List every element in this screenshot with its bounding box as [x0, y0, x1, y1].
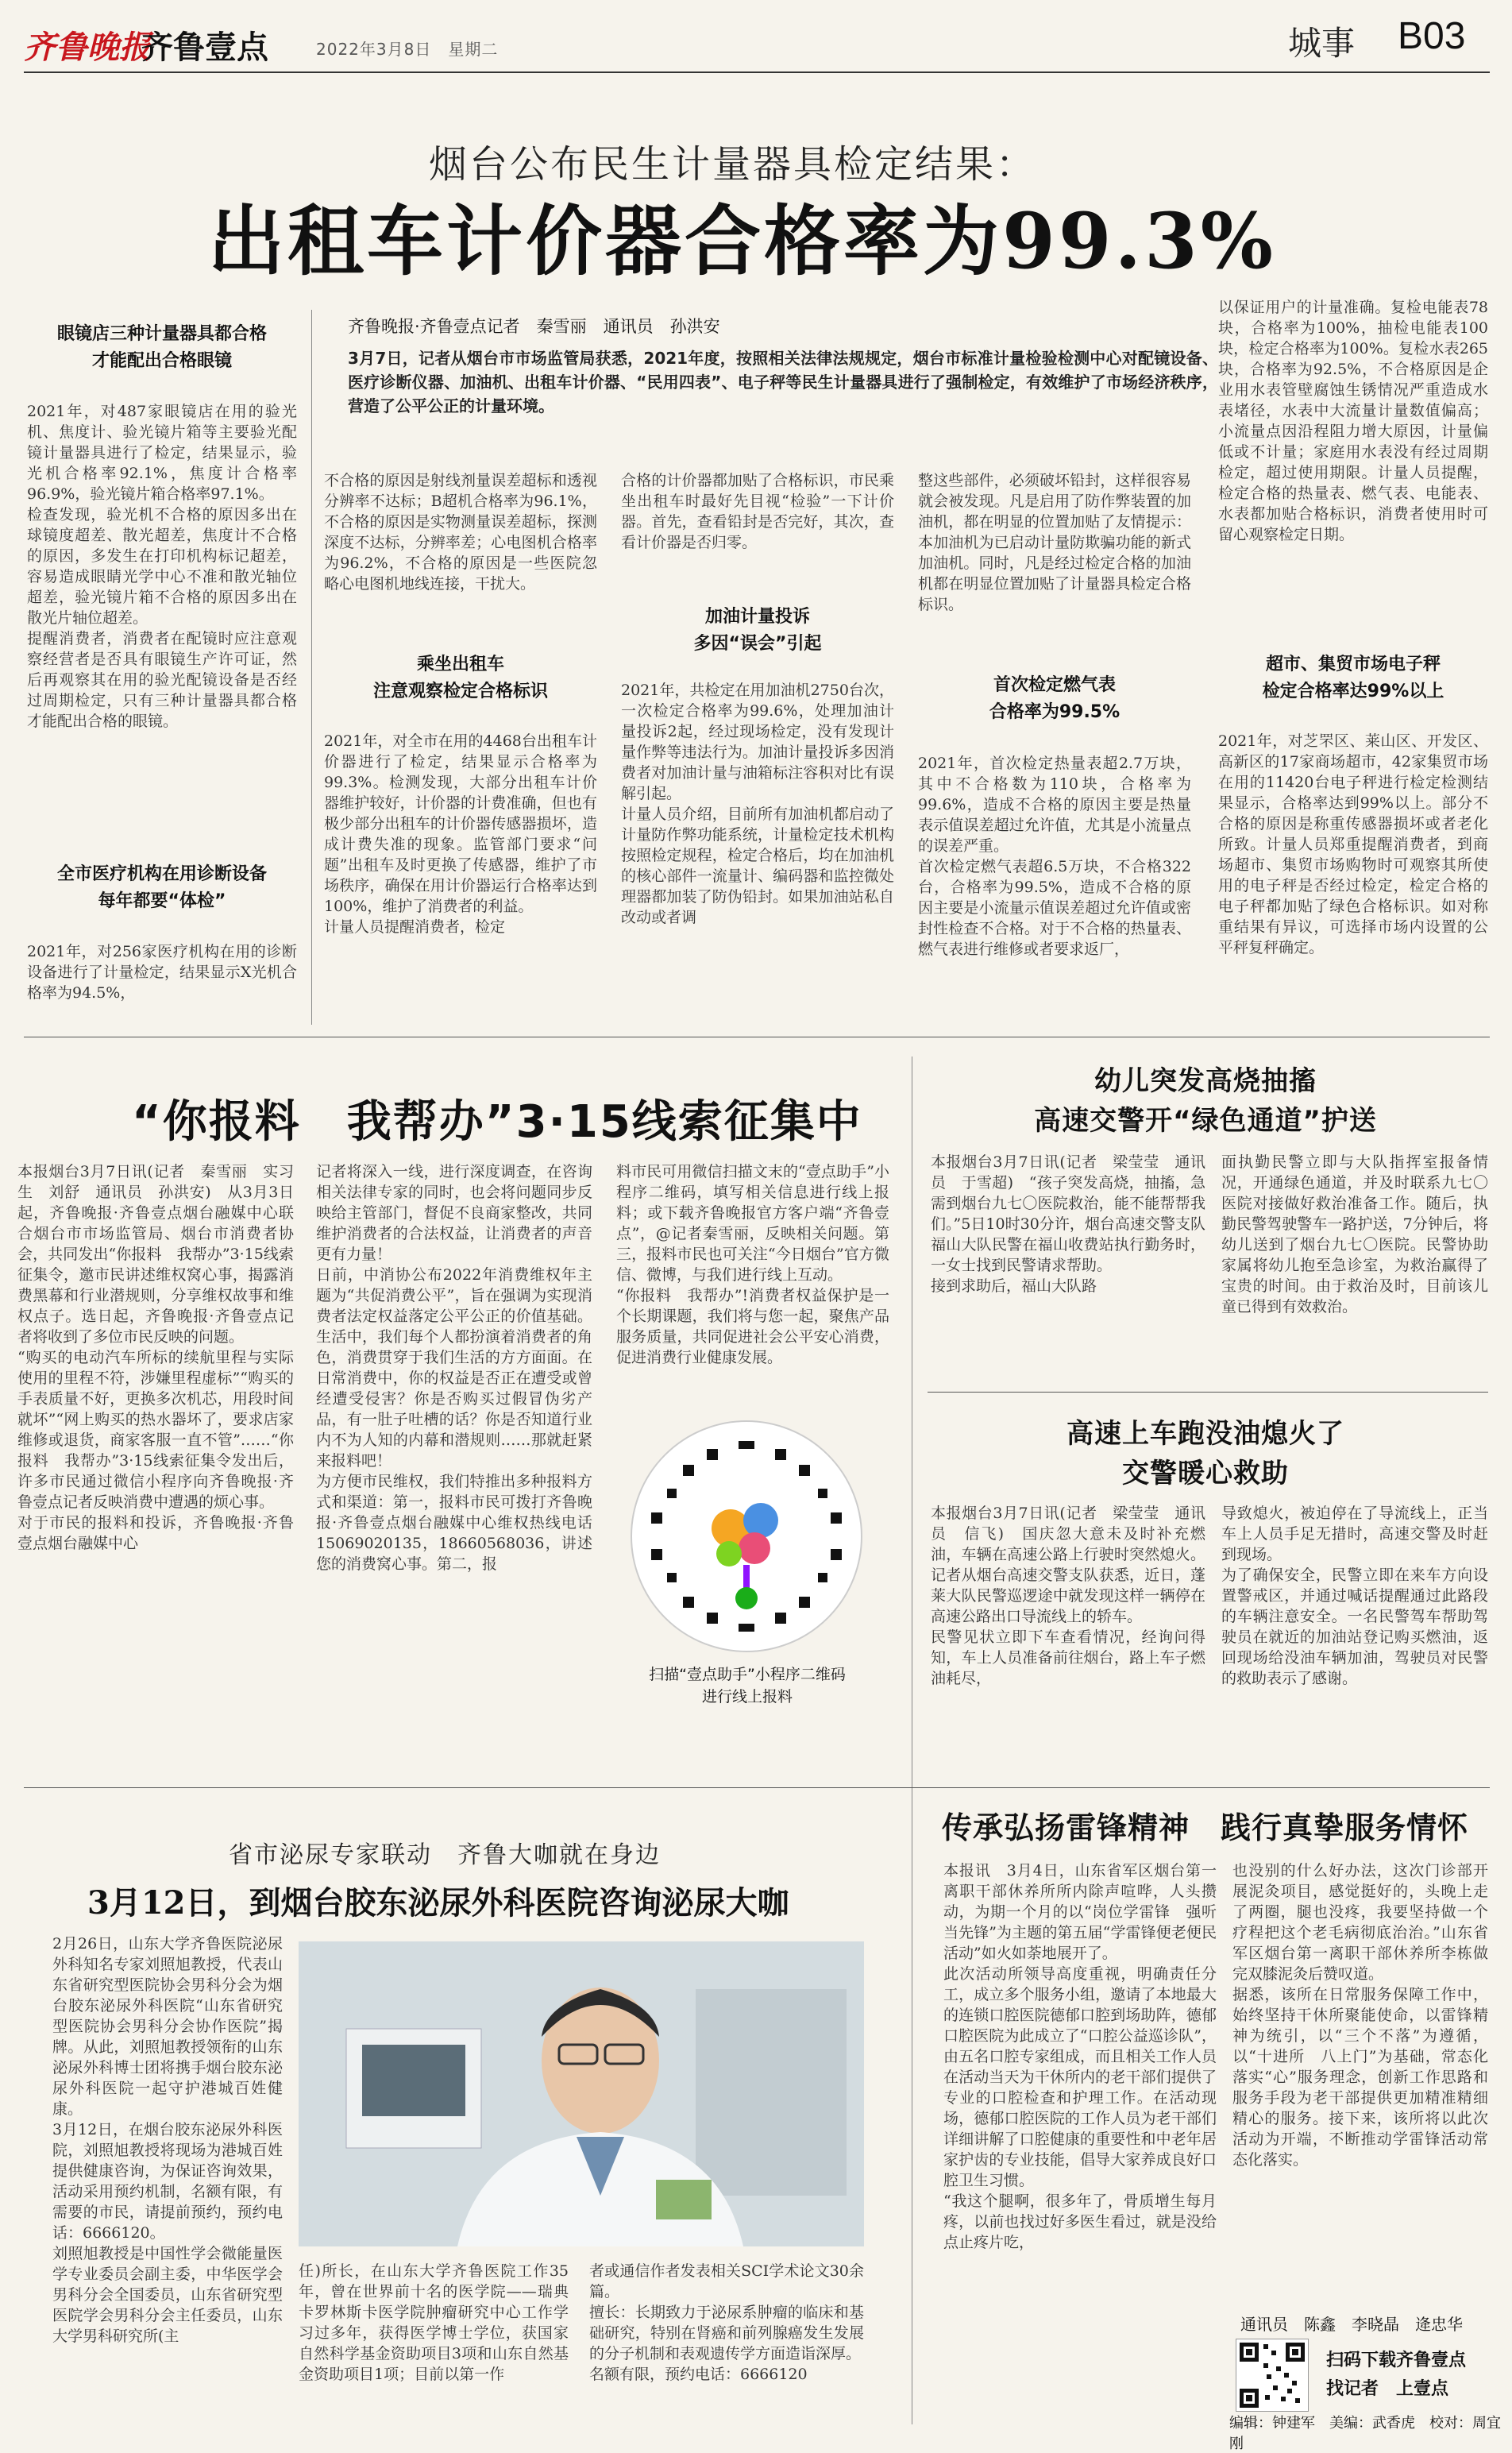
fuel-col2: 导致熄火，被迫停在了导流线上，正当车上人员手足无措时，高速交警及时赶到现场。 为了确保安全，民警立即在来车方向设置警戒区，并通过喊话提醒通过此路段的车辆注意安全。一名民警驾车帮助驾驶员在就近的加油站登记购买燃油，返回现场给没油车辆加油，驾驶员对民警的救助表示了感谢。 — [1221, 1505, 1488, 1687]
subhead-scales: 超市、集贸市场电子秤 检定合格率达99%以上 — [1262, 655, 1444, 701]
issue-date: 2022年3月8日 星期二 — [316, 40, 499, 59]
lead-col1a: 2021年，对487家眼镜店在用的验光机、焦度计、验光镜片箱等主要验光配镜计量器具进行了检定，结果显示，验光机合格率92.1%，焦度计合格率96.9%，验光镜片箱合格率97.1%。 检查发现，验光机不合格的原因多出在球镜度超差、散光超差，焦度计不合格的原因，多发生在打印机构标记超差，容易造成眼睛光学中心不准和散光轴位超差，验光镜片箱不合格的原因多出在散光片轴位超差。 提醒消费者，消费者在配镜时应注意观察经营者是否具有眼镜生产许可证，然后再观察其在用的验光配镜设备是否经过周期检定，只有三种计量器具都合格才能配出合格的眼镜。 — [27, 403, 297, 730]
app-download-qrcode[interactable] — [1236, 2339, 1309, 2412]
mini-program-qrcode[interactable] — [627, 1417, 866, 1655]
qr-download-text: 扫码下载齐鲁壹点 — [1326, 2351, 1467, 2370]
fever-headline: 幼儿突发高烧抽搐 高速交警开“绿色通道”护送 — [1034, 1065, 1377, 1137]
report-headline: “你报料 我帮办”3·15线索征集中 — [132, 1096, 862, 1148]
lead-col5b: 2021年，对芝罘区、莱山区、开发区、高新区的17家商场超市，42家集贸市场在用的11420台电子秤进行检定检测结果显示，合格率达到99%以上。部分不合格的原因是称重传感器损坏或者老化所致。计量人员郑重提醒消费者，到商场超市、集贸市场购物时可观察其所使用的电子秤是否经过检定，检定合格的电子秤都加贴了绿色合格标识。如对称重结果有异议，可选择市场内设置的公平秤复秤确定。 — [1218, 732, 1488, 956]
lead-headline: 出租车计价器合格率为99.3% — [208, 196, 1277, 286]
subhead-taxi: 乘坐出租车 注意观察检定合格标识 — [372, 655, 548, 701]
lead-col5a: 以保证用户的计量准确。复检电能表78块，合格率为100%，抽检电能表100块，检定合格率为100%。复检水表265块，合格率为92.5%，不合格原因是企业用水表管壁腐蚀生锈情况严重造成水表堵径，水表中大流量计量数值偏高；小流量点因沿程阻力增大原因，计量偏低或不计量；家庭用水表没有经过周期检定，超过使用期限。计量人员提醒，检定合格的热量表、燃气表、电能表、水表都加贴合格标识，消费者使用时可留心观察检定日期。 — [1218, 299, 1488, 543]
section-divider — [24, 1787, 1490, 1788]
subhead-fuel: 加油计量投诉 多因“误会”引起 — [693, 607, 822, 654]
urology-col1: 2月26日，山东大学齐鲁医院泌尿外科知名专家刘照旭教授，代表山东省研究型医院协会男科分会为烟台胶东泌尿外科医院“山东省研究型医院协会男科分会协作医院”揭牌。从此，刘照旭教授领衔的山东泌尿外科博士团将携手烟台胶东泌尿外科医院一起守护港城百姓健康。 3月12日，在烟台胶东泌尿外科医院，刘照旭教授将现场为港城百姓提供健康咨询，为保证咨询效果，活动采用预约机制，名额有限，有需要的市民，请提前预约，预约电话：6666120。 刘照旭教授是中国性学会微能量医学专业委员会副主委，中华医学会男科分会全国委员，山东省研究型医院学会男科分会主任委员，山东大学男科研究所(主 — [52, 1935, 283, 2345]
urology-kicker: 省市泌尿专家联动 齐鲁大咖就在身边 — [229, 1841, 661, 1869]
lead-byline: 齐鲁晚报·齐鲁壹点记者 秦雪丽 通讯员 孙洪安 — [348, 317, 720, 336]
urology-headline: 3月12日，到烟台胶东泌尿外科医院咨询泌尿大咖 — [87, 1884, 789, 1922]
urology-col3: 者或通信作者发表相关SCI学术论文30余篇。 擅长：长期致力于泌尿系肿瘤的临床和基础研究，特别在肾癌和前列腺癌发生发展的分子机制和表观遗传学方面造诣深厚。 名额有限，预约电话：6666120 — [589, 2262, 864, 2383]
logo-qilu-evening-news: 齐鲁晚报 — [24, 29, 151, 66]
lead-intro: 3月7日，记者从烟台市市场监管局获悉，2021年度，按照相关法律法规规定，烟台市标准计量检验检测中心对配镜设备、医疗诊断仪器、加油机、出租车计价器、“民用四表”、电子秤等民生计量器具进行了强制检定，有效维护了市场经济秩序，营造了公平公正的计量环境。 — [348, 349, 1218, 415]
subhead-medical: 全市医疗机构在用诊断设备 每年都要“体检” — [56, 864, 267, 911]
column-rule — [311, 310, 312, 1025]
masthead-rule — [24, 71, 1490, 73]
leifeng-col1: 本报讯 3月4日，山东省军区烟台第一离职干部休养所所内除声喧哗，人头攒动，为期一个月的以“岗位学雷锋 强听当先锋”为主题的第五届“学雷锋便老便民活动”如火如荼地展开了。 此次活动所领导高度重视，明确责任分工，成立多个服务小组，邀请了本地最大的连锁口腔医院德郁口腔到场助阵，德郁口腔医院为此成立了“口腔公益巡诊队”，由五名口腔专家组成，而且相关工作人员在活动当天为干休所内的老干部们提供了专业的口腔检查和护理工作。在活动现场，德郁口腔医院的工作人员为老干部们详细讲解了口腔健康的重要性和中老年居家护齿的专业技能，倡导大家养成良好口腔卫生习惯。 “我这个腿啊，很多年了，骨质增生每月疼，以前也找过好多医生看过，就是没给点止疼片吃， — [943, 1862, 1217, 2251]
lead-col2b: 2021年，对全市在用的4468台出租车计价器进行了检定，结果显示合格率为99.3%。检测发现，大部分出租车计价器维护较好，计价器的计费准确，但也有极少部分出租车的计价器传感器损坏，造成计费失准的现象。监管部门要求“问题”出租车及时更换了传感器，维护了市场秩序，确保在用计价器运行合格率达到100%，维护了消费者的利益。 计量人员提醒消费者，检定 — [324, 732, 597, 936]
qr-reporter-text: 找记者 上壹点 — [1326, 2379, 1449, 2399]
leifeng-reporters: 通讯员 陈鑫 李晓晶 逄忠华 — [1240, 2315, 1463, 2334]
report-col1: 本报烟台3月7日讯(记者 秦雪丽 实习生 刘舒 通讯员 孙洪安) 从3月3日起，齐鲁晚报·齐鲁壹点烟台融媒中心联合烟台市市场监管局、烟台市消费者协会，共同发出“你报料 我帮办”3·15线索征集令，邀市民讲述维权窝心事，揭露消费黑幕和行业潜规则，分享维权故事和维权点子。选日起，齐鲁晚报·齐鲁壹点记者将收到了多位市民反映的问题。 “购买的电动汽车所标的续航里程与实际使用的里程不符，涉嫌里程虚标”“购买的手表质量不好，更换多次机芯，用段时间就坏”“网上购买的热水器坏了，要求店家维修或退货，商家客服一直不管”……“你报料 我帮办”3·15线索征集令发出后，许多市民通过微信小程序向齐鲁晚报·齐鲁壹点记者反映消费中遭遇的烦心事。 对于市民的报料和投诉，齐鲁晚报·齐鲁壹点烟台融媒中心 — [17, 1163, 294, 1552]
lead-col1b: 2021年，对256家医疗机构在用的诊断设备进行了计量检定，结果显示X光机合格率为94.5%， — [27, 943, 297, 1002]
lead-kicker: 烟台公布民生计量器具检定结果： — [429, 142, 1037, 187]
report-col3: 料市民可用微信扫描文末的“壹点助手”小程序二维码，填写相关信息进行线上报料；或下载齐鲁晚报官方客户端“齐鲁壹点”，@记者秦雪丽，反映相关问题。第三，报料市民也可关注“今日烟台”官方微信、微博，与我们进行线上互动。 “你报料 我帮办”!消费者权益保护是一个长期课题，我们将与您一起，聚焦产品服务质量，共同促进社会公平安心消费，促进消费行业健康发展。 — [616, 1163, 889, 1366]
page-number: B03 — [1398, 15, 1466, 57]
lead-col4a: 整这些部件，必须破坏铅封，这样很容易就会被发现。凡是启用了防作弊装置的加油机，都在明显的位置加贴了友情提示：本加油机为已启动计量防欺骗功能的新式加油机。同时，凡是经过检定合格的加油机都在明显位置加贴了计量器具检定合格标识。 — [918, 472, 1191, 613]
doctor-photo — [299, 1941, 864, 2246]
logo-qilu-yidian: 齐鲁壹点 — [141, 29, 268, 66]
story-divider — [928, 1392, 1488, 1393]
lead-col4b: 2021年，首次检定热量表超2.7万块，其中不合格数为110块，合格率为99.6%，造成不合格的原因主要是热量表示值误差超过允许值，尤其是小流量点的误差严重。 首次检定燃气表超6.5万块，不合格322台，合格率为99.5%，造成不合格的原因主要是小流量示值误差超过允许值或密封性检查不合格。对于不合格的热量表、燃气表进行维修或者要求返厂， — [918, 755, 1191, 958]
fuel-headline: 高速上车跑没油熄火了 交警暖心救助 — [1066, 1418, 1344, 1489]
lead-col3a: 合格的计价器都加贴了合格标识，市民乘坐出租车时最好先目视“检验”一下计价器。首先，查看铅封是否完好，其次，查看计价器是否归零。 — [621, 472, 894, 551]
lead-col2a: 不合格的原因是射线剂量误差超标和透视分辨率不达标；B超机合格率为96.1%，不合格的原因是实物测量误差超标，探测深度不达标，分辨率差；心电图机合格率为96.2%，不合格的原因是一些医院忽略心电图机地线连接，干扰大。 — [324, 472, 597, 593]
report-col2: 记者将深入一线，进行深度调查，在咨询相关法律专家的同时，也会将问题同步反映给主管部门，督促不良商家整改，共同维护消费者的合法权益，让消费者的声音更有力量！ 日前，中消协公布2022年消费维权年主题为“共促消费公平”，旨在强调为实现消费者法定权益落定公平公正的价值基础。生活中，我们每个人都扮演着消费者的角色，消费贯穿于我们生活的方方面面。在日常消费中，你的权益是否正在遭受或曾经遭受侵害？你是否购买过假冒伪劣产品，有一肚子吐槽的话？你是否知道行业内不为人知的内幕和潜规则……那就赶紧来报料吧！ 为方便市民维权，我们特推出多种报料方式和渠道：第一，报料市民可拨打齐鲁晚报·齐鲁壹点烟台融媒中心维权热线电话15069020135，18660568036，讲述您的消费窝心事。第二，报 — [316, 1163, 592, 1573]
subhead-gas-meter: 首次检定燃气表 合格率为99.5% — [989, 675, 1120, 722]
fever-col2: 面执勤民警立即与大队指挥室报备情况，开通绿色通道，并及时联系九七〇医院对接做好救治准备工作。随后，执勤民警驾驶警车一路护送，7分钟后，将幼儿送到了烟台九七〇医院。民警协助家属将幼儿抱至急诊室，为救治赢得了宝贵的时间。由于救治及时，目前该儿童已得到有效救治。 — [1221, 1153, 1488, 1315]
lead-col3b: 2021年，共检定在用加油机2750台次，一次检定合格率为99.6%，处理加油计量投诉2起，经过现场检定，没有发现计量作弊等违法行为。加油计量投诉多因消费者对加油计量与油箱标注容积对比有误解引起。 计量人员介绍，目前所有加油机都启动了计量防作弊功能系统，计量检定技术机构按照检定规程，检定合格后，均在加油机的核心部件一流量计、编码器和监控微处理器都加装了防伪铅封。如果加油站私自改动或者调 — [621, 682, 894, 926]
fuel-col1: 本报烟台3月7日讯(记者 梁莹莹 通讯员 信飞) 国庆忽大意未及时补充燃油，车辆在高速公路上行驶时突然熄火。记者从烟台高速交警支队获悉，近日，蓬莱大队民警巡逻途中就发现这样一辆停在高速公路出口导流线上的轿车。 民警见状立即下车查看情况，经询问得知，车上人员准备前往烟台，路上车子燃油耗尽， — [931, 1505, 1205, 1687]
section-name: 城事 — [1288, 24, 1356, 63]
subhead-glasses: 眼镜店三种计量器具都合格 才能配出合格眼镜 — [56, 324, 267, 371]
leifeng-headline: 传承弘扬雷锋精神 践行真挚服务情怀 — [942, 1810, 1469, 1845]
editor-credits: 编辑：钟建军 美编：武香虎 校对：周宜刚 — [1229, 2415, 1501, 2452]
leifeng-col2: 也没别的什么好办法，这次门诊部开展泥灸项目，感觉挺好的，头晚上走了两圈，腿也没疼，我要坚持做一个疗程把这个老毛病彻底治治。”山东省军区烟台第一离职干部休养所李栋做完双膝泥灸后赞叹道。 据悉，该所在日常服务保障工作中，始终坚持干休所聚能使命，以雷锋精神为统引，以“三个不落”为遵循，以“十进所 八上门”为基础，常态化落实“心”服务理念，创新工作思路和服务手段为老干部提供更加精准精细精心的服务。接下来，该所将以此次活动为开端，不断推动学雷锋活动常态化落实。 — [1232, 1862, 1488, 2169]
fever-col1: 本报烟台3月7日讯(记者 梁莹莹 通讯员 于雪超) “孩子突发高烧，抽搐，急需到烟台九七〇医院救治，能不能帮帮我们。”5日10时30分许，烟台高速交警支队福山大队民警在福山收费站执行勤务时，一女士找到民警请求帮助。 接到求助后，福山大队路 — [931, 1153, 1205, 1295]
urology-col2: 任)所长，在山东大学齐鲁医院工作35年，曾在世界前十名的医学院——瑞典卡罗林斯卡医学院肿瘤研究中心工作学习过多年，获得医学博士学位，获国家自然科学基金资助项目3项和山东自然基金资助项目1项；目前以第一作 — [299, 2262, 569, 2383]
qrcode-caption: 扫描“壹点助手”小程序二维码 进行线上报料 — [649, 1666, 846, 1706]
masthead — [0, 0, 1512, 73]
